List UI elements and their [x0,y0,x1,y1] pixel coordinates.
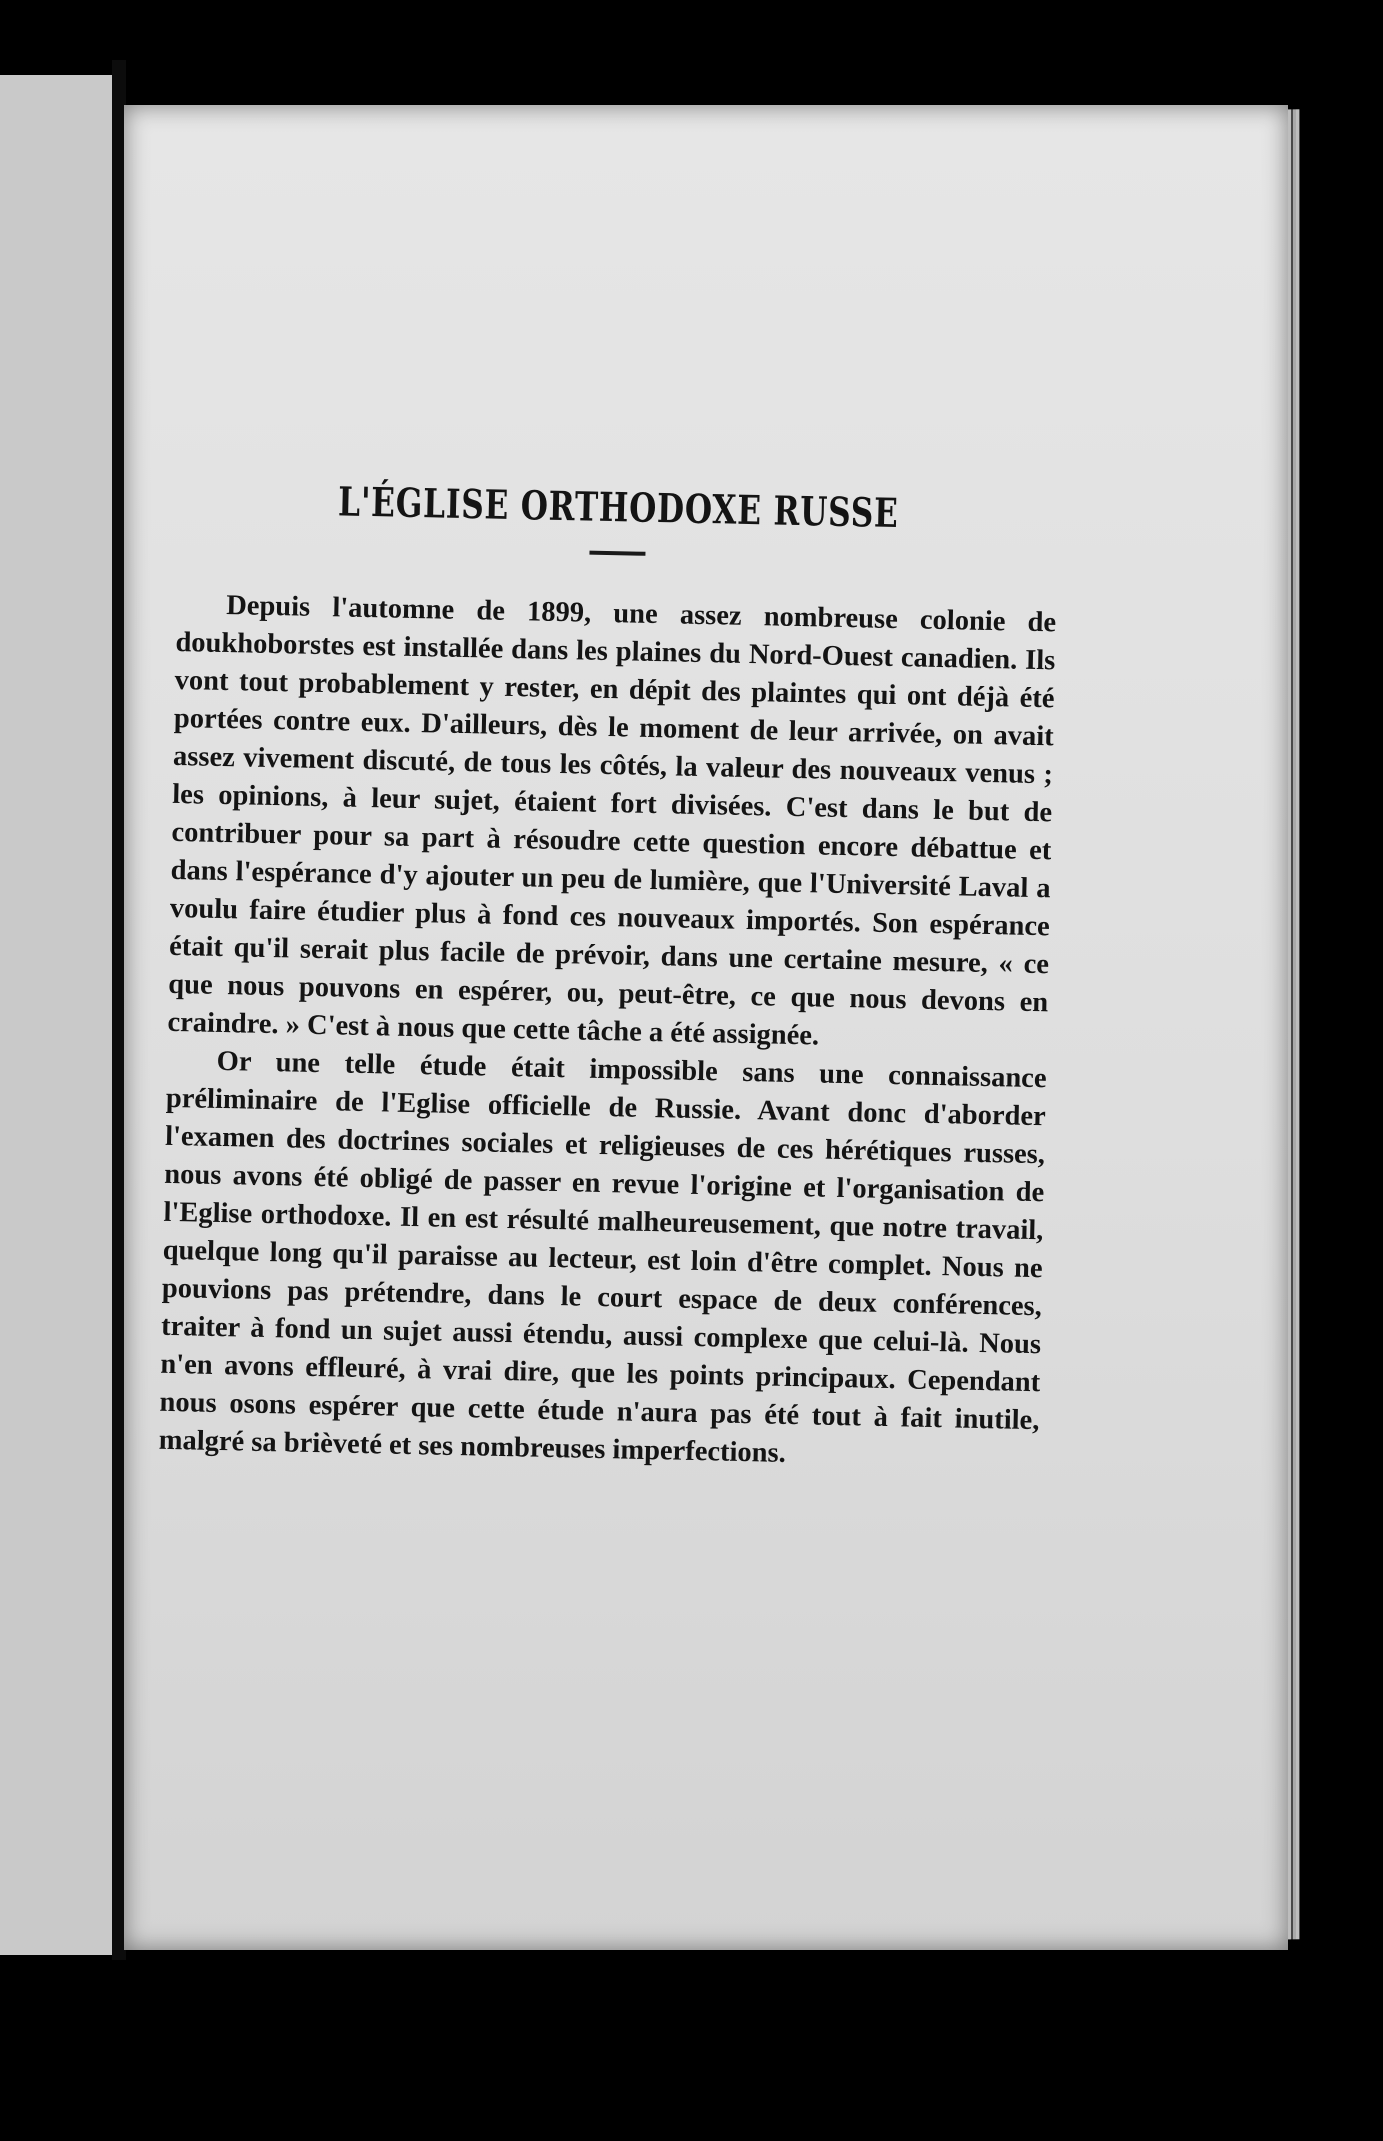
left-page-edge [0,75,112,1955]
text-block [158,475,1058,1478]
paragraph-1: Depuis l'automne de 1899, une assez nombreuse colonie de doukhoborstes est installée dans les plaines du Nord-Ouest canadien. Ils vont tout probablement y rester, en dépit des plaintes qui ont déjà été portées contre eux. D'ailleurs, dès le moment de leur arrivée, on avait assez vivement discuté, de tous les côtés, la valeur des nouveaux venus ; les opinions, à leur sujet, étaient fort divisées. C'est dans le but de contribuer pour sa part à résoudre cette question encore débattue et dans l'espérance d'y ajouter un peu de lumière, que l'Université Laval a voulu faire étudier plus à fond ces nouveaux importés. Son espérance était qu'il serait plus facile de prévoir, dans une certaine mesure, « ce que nous pouvons en espérer, ou, peut-être, ce que nous devons en craindre. » C'est à nous que cette tâche a été assignée. [167,590,1057,1052]
paragraph-2: Or une telle étude était impossible sans une connaissance préliminaire de l'Eglise officielle de Russie. Avant donc d'aborder l'examen des doctrines sociales et religieuses de ces hérétiques russes, nous avons été obligé de passer en revue l'origine et l'organisation de l'Eglise orthodoxe. Il en est résulté malheureusement, que notre travail, quelque long qu'il paraisse au lecteur, est loin d'être complet. Nous ne pouvions pas prétendre, dans le court espace de deux conférences, traiter à fond un sujet aussi étendu, aussi complexe que celui-là. Nous n'en avons effleuré, à vrai dire, que les points principaux. Cependant nous osons espérer que cette étude n'aura pas été tout à fait inutile, malgré sa brièveté et ses nombreuses imperfections. [158,1045,1047,1469]
title-rule [589,551,645,556]
document-page [124,105,1288,1950]
chapter-title: L'ÉGLISE ORTHODOXE RUSSE [337,478,900,538]
